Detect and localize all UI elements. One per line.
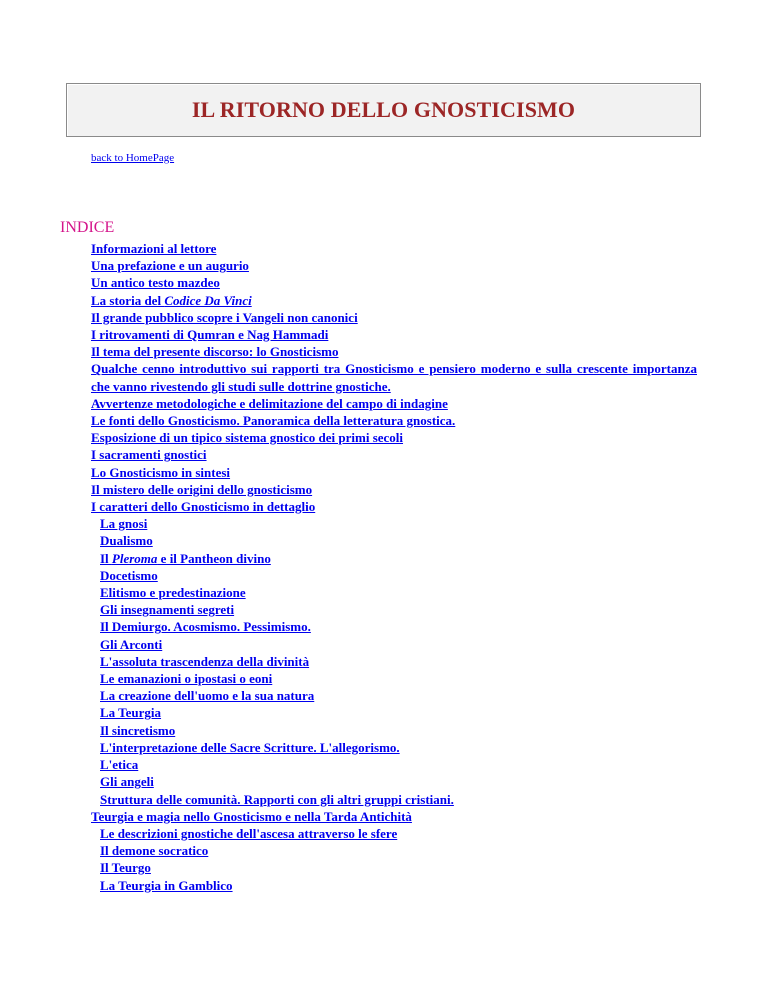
toc-item — [91, 739, 697, 756]
toc-item — [91, 532, 697, 549]
toc-item — [91, 859, 697, 876]
toc-item — [91, 653, 697, 670]
toc-link-italic: Codice Da Vinci — [164, 292, 252, 308]
toc-item — [91, 395, 697, 412]
toc-link[interactable]: Gli Arconti — [100, 636, 163, 652]
toc-item — [91, 877, 697, 894]
toc-link[interactable]: Teurgia e magia nello Gnosticismo e nella Tarda Antichità — [91, 808, 412, 824]
toc-item — [91, 412, 697, 429]
toc-link[interactable] — [100, 551, 271, 566]
toc-link[interactable]: Un antico testo mazdeo — [91, 275, 220, 291]
toc-item — [91, 722, 697, 739]
toc-item — [91, 584, 697, 601]
toc-link[interactable]: Docetismo — [100, 567, 158, 583]
toc-item — [91, 240, 697, 257]
toc-item — [91, 825, 697, 842]
toc-item — [91, 636, 697, 653]
toc-link-italic: Pleroma — [111, 550, 158, 566]
toc-link[interactable]: Gli insegnamenti segreti — [100, 602, 235, 618]
toc-link[interactable] — [91, 293, 252, 308]
toc-link[interactable]: L'interpretazione delle Sacre Scritture. L'allegorismo. — [100, 739, 400, 755]
toc-link[interactable]: I caratteri dello Gnosticismo in dettaglio — [91, 499, 316, 515]
toc-link[interactable]: Una prefazione e un augurio — [91, 258, 249, 274]
toc-link[interactable]: I sacramenti gnostici — [91, 447, 207, 463]
toc-item — [91, 601, 697, 618]
toc-item — [91, 360, 697, 394]
toc-link[interactable]: Qualche cenno introduttivo sui rapporti tra Gnosticismo e pensiero moderno e sulla crescente importanza che vanno rivestendo gli studi sulle dottrine gnostiche. — [91, 361, 697, 394]
toc-link[interactable]: Esposizione di un tipico sistema gnostico dei primi secoli — [91, 430, 404, 446]
toc-link[interactable]: Informazioni al lettore — [91, 241, 217, 256]
toc-item — [91, 429, 697, 446]
toc-item — [91, 274, 697, 291]
toc-link-text: La storia del — [91, 292, 165, 308]
toc-link[interactable]: I ritrovamenti di Qumran e Nag Hammadi — [91, 327, 329, 343]
toc-link[interactable]: Il sincretismo — [100, 722, 176, 738]
toc-item — [91, 326, 697, 343]
toc-item — [91, 808, 697, 825]
back-to-homepage-link[interactable]: back to HomePage — [91, 152, 175, 164]
toc-link[interactable]: L'assoluta trascendenza della divinità — [100, 653, 310, 669]
toc-item — [91, 257, 697, 274]
toc-item — [91, 309, 697, 326]
toc-item — [91, 773, 697, 790]
toc-item — [91, 704, 697, 721]
toc-item — [91, 670, 697, 687]
toc-link[interactable]: Avvertenze metodologiche e delimitazione del campo di indagine — [91, 395, 448, 411]
toc-item — [91, 791, 697, 808]
toc-link[interactable]: L'etica — [100, 757, 139, 773]
index-heading: INDICE — [60, 219, 115, 236]
toc-link[interactable]: La gnosi — [100, 516, 148, 532]
toc-link[interactable]: Il Demiurgo. Acosmismo. Pessimismo. — [100, 619, 311, 635]
page-title: IL RITORNO DELLO GNOSTICISMO — [191, 97, 576, 122]
toc-link[interactable]: Le fonti dello Gnosticismo. Panoramica della letteratura gnostica. — [91, 413, 456, 429]
toc-item — [91, 842, 697, 859]
toc-link[interactable]: Le emanazioni o ipostasi o eoni — [100, 671, 273, 687]
title-box — [66, 83, 701, 137]
toc-item — [91, 515, 697, 532]
toc-link[interactable]: La creazione dell'uomo e la sua natura — [100, 688, 315, 704]
table-of-contents — [91, 240, 697, 894]
toc-link[interactable]: La Teurgia in Gamblico — [100, 877, 233, 893]
toc-link-text: e il Pantheon divino — [157, 550, 271, 566]
toc-link[interactable]: La Teurgia — [100, 705, 162, 721]
toc-link[interactable]: Le descrizioni gnostiche dell'ascesa attraverso le sfere — [100, 825, 398, 841]
toc-link[interactable]: Il mistero delle origini dello gnosticismo — [91, 481, 313, 497]
toc-item — [91, 446, 697, 463]
toc-item — [91, 343, 697, 360]
toc-item — [91, 567, 697, 584]
toc-link[interactable]: Gli angeli — [100, 774, 154, 790]
toc-item — [91, 481, 697, 498]
toc-item — [91, 498, 697, 515]
toc-item — [91, 464, 697, 481]
toc-item — [91, 550, 697, 567]
toc-link[interactable]: Elitismo e predestinazione — [100, 585, 246, 601]
toc-item — [91, 618, 697, 635]
toc-link-text: Il — [100, 550, 112, 566]
toc-link[interactable]: Il grande pubblico scopre i Vangeli non canonici — [91, 309, 358, 325]
toc-item — [91, 292, 697, 309]
toc-link[interactable]: Il Teurgo — [100, 860, 151, 876]
toc-link[interactable]: Dualismo — [100, 533, 153, 549]
toc-item — [91, 687, 697, 704]
toc-item — [91, 756, 697, 773]
toc-link[interactable]: Lo Gnosticismo in sintesi — [91, 464, 231, 480]
toc-link[interactable]: Struttura delle comunità. Rapporti con gli altri gruppi cristiani. — [100, 791, 454, 807]
toc-link[interactable]: Il demone socratico — [100, 843, 209, 859]
toc-link[interactable]: Il tema del presente discorso: lo Gnosticismo — [91, 344, 339, 360]
